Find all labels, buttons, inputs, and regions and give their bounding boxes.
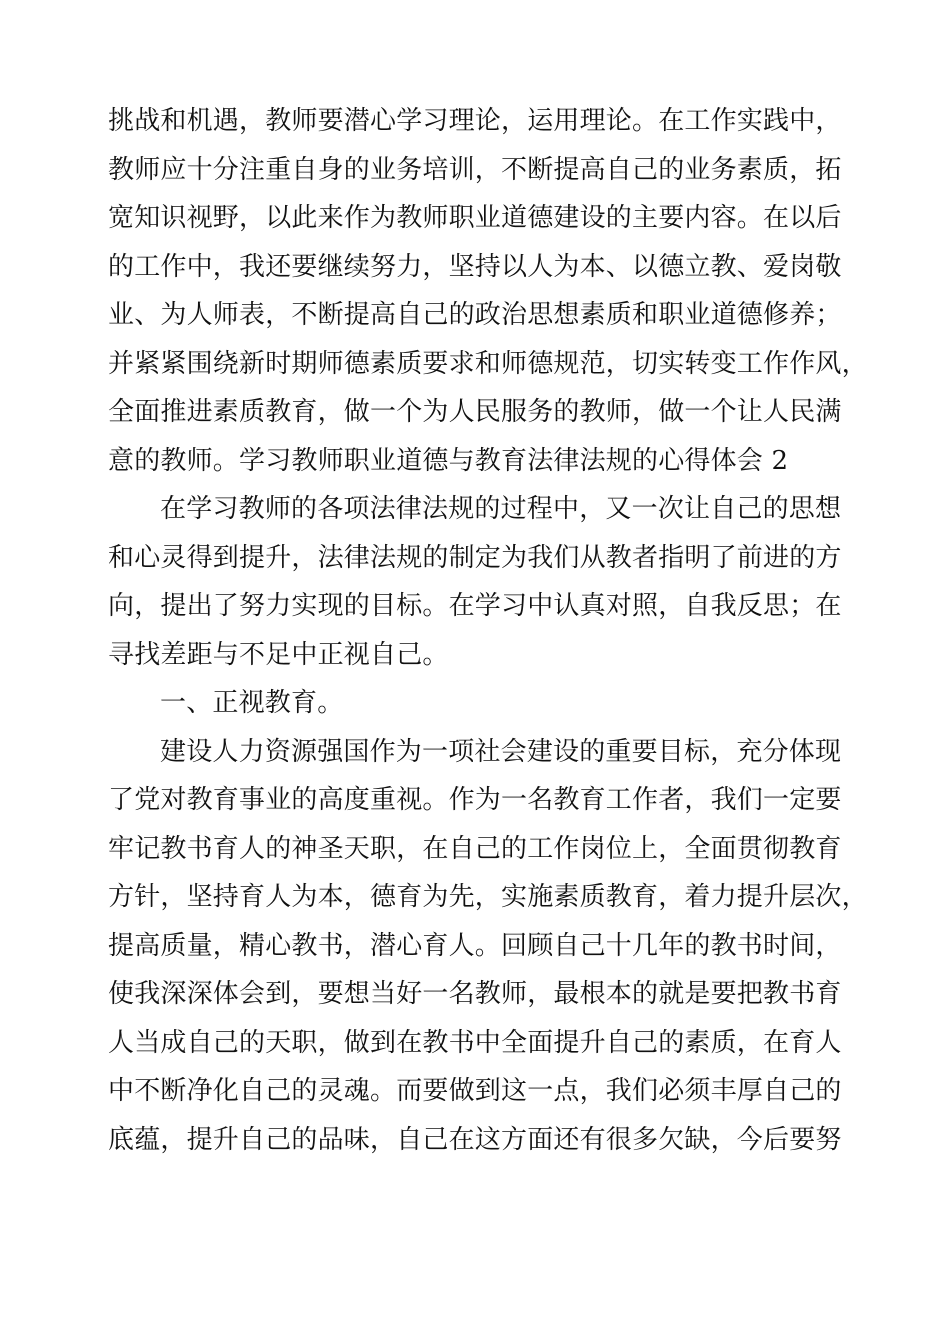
text-line: 了党对教育事业的高度重视。作为一名教育工作者，我们一定要 [108, 785, 842, 815]
text-line: 和心灵得到提升，法律法规的制定为我们从教者指明了前进的方 [108, 542, 842, 573]
paragraph-start-line: 建设人力资源强国作为一项社会建设的重要目标，充分体现 [160, 736, 842, 767]
text-line: 宽知识视野，以此来作为教师职业道德建设的主要内容。在以后 [108, 203, 842, 233]
text-line: 使我深深体会到，要想当好一名教师，最根本的就是要把教书育 [108, 979, 842, 1009]
text-line: 寻找差距与不足中正视自己。 [108, 639, 449, 670]
text-line: 提高质量，精心教书，潜心育人。回顾自己十几年的教书时间， [108, 930, 842, 961]
text-line: 人当成自己的天职，做到在教书中全面提升自己的素质，在育人 [108, 1027, 842, 1058]
text-line: 牢记教书育人的神圣天职，在自己的工作岗位上，全面贯彻教育 [108, 833, 842, 864]
body-text [108, 97, 868, 1164]
text-line: 向，提出了努力实现的目标。在学习中认真对照，自我反思；在 [108, 591, 842, 621]
text-line: 业、为人师表，不断提高自己的政治思想素质和职业道德修养； [108, 300, 842, 330]
paragraph-start-line: 在学习教师的各项法律法规的过程中，又一次让自己的思想 [160, 494, 842, 524]
text-line: 底蕴，提升自己的品味，自己在这方面还有很多欠缺，今后要努 [108, 1124, 842, 1155]
text-line: 教师应十分注重自身的业务培训，不断提高自己的业务素质，拓 [108, 154, 842, 185]
text-line: 方针，坚持育人为本，德育为先，实施素质教育，着力提升层次， [108, 882, 868, 912]
text-line: 意的教师。学习教师职业道德与教育法律法规的心得体会 2 [108, 445, 789, 476]
text-line: 中不断净化自己的灵魂。而要做到这一点，我们必须丰厚自己的 [108, 1076, 842, 1106]
text-line: 挑战和机遇，教师要潜心学习理论，运用理论。在工作实践中， [108, 106, 842, 136]
text-line: 全面推进素质教育，做一个为人民服务的教师，做一个让人民满 [108, 397, 842, 427]
text-line: 并紧紧围绕新时期师德素质要求和师德规范，切实转变工作作风， [108, 348, 868, 379]
text-line: 的工作中，我还要继续努力，坚持以人为本、以德立教、爱岗敬 [108, 251, 842, 282]
section-heading: 一、正视教育。 [160, 688, 344, 718]
